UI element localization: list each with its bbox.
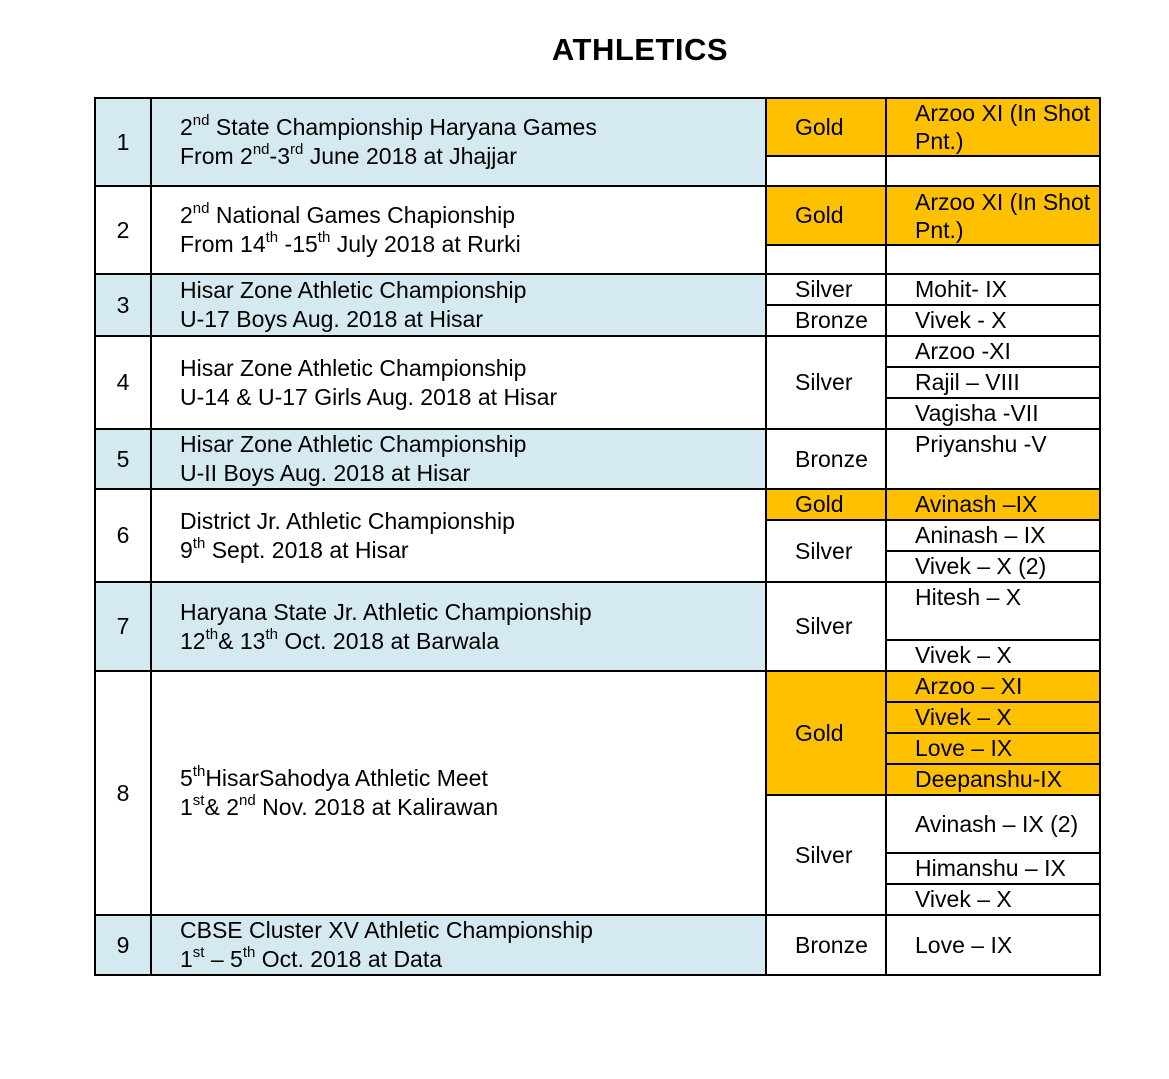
event-title: Hisar Zone Athletic Championship <box>180 277 527 303</box>
serial-number: 4 <box>95 336 151 429</box>
table-row <box>95 274 1100 305</box>
event-cell <box>151 582 766 671</box>
athlete-cell: Vivek – X <box>886 640 1100 671</box>
athlete-cell: Avinash – IX (2) <box>886 795 1100 853</box>
serial-number: 9 <box>95 915 151 975</box>
event-details: From 2nd-3rd June 2018 at Jhajjar <box>180 141 517 169</box>
event-details: U-14 & U-17 Girls Aug. 2018 at Hisar <box>180 383 558 410</box>
medal-cell: Silver <box>766 582 886 671</box>
event-title: 5thHisarSahodya Athletic Meet <box>180 763 488 791</box>
athlete-cell: Avinash –IX <box>886 489 1100 520</box>
athlete-cell: Aninash – IX <box>886 520 1100 551</box>
table-row <box>95 582 1100 640</box>
table-row <box>95 186 1100 245</box>
event-title: Hisar Zone Athletic Championship <box>180 431 527 457</box>
table-row <box>95 489 1100 520</box>
medal-cell <box>766 245 886 274</box>
medal-cell: Gold <box>766 186 886 245</box>
athlete-cell: Love – IX <box>886 733 1100 764</box>
serial-number: 1 <box>95 98 151 186</box>
medal-cell: Bronze <box>766 915 886 975</box>
medal-cell: Bronze <box>766 305 886 336</box>
serial-number: 6 <box>95 489 151 582</box>
serial-number: 3 <box>95 274 151 336</box>
athlete-cell: Arzoo – XI <box>886 671 1100 702</box>
table-row <box>95 671 1100 702</box>
page-title: ATHLETICS <box>551 32 729 67</box>
medal-cell: Gold <box>766 98 886 156</box>
event-title: District Jr. Athletic Championship <box>180 507 515 534</box>
athlete-cell: Vivek – X (2) <box>886 551 1100 582</box>
athlete-cell: Hitesh – X <box>886 582 1100 640</box>
event-title: 2nd State Championship Haryana Games <box>180 112 597 140</box>
athlete-cell: Deepanshu-IX <box>886 764 1100 795</box>
athletics-results-table <box>94 97 1101 976</box>
medal-cell: Silver <box>766 274 886 305</box>
event-details: From 14th -15th July 2018 at Rurki <box>180 229 521 257</box>
athlete-cell: Vivek - X <box>886 305 1100 336</box>
event-cell <box>151 98 766 186</box>
table-row <box>95 98 1100 156</box>
event-cell <box>151 429 766 489</box>
medal-cell: Gold <box>766 671 886 795</box>
table-row <box>95 336 1100 367</box>
medal-cell: Silver <box>766 795 886 915</box>
athlete-cell: Himanshu – IX <box>886 853 1100 884</box>
event-title: 2nd National Games Chapionship <box>180 200 516 228</box>
medal-cell: Silver <box>766 336 886 429</box>
athlete-cell: Love – IX <box>886 915 1100 975</box>
event-cell <box>151 671 766 915</box>
serial-number: 5 <box>95 429 151 489</box>
table-row <box>95 915 1100 975</box>
event-details: 9th Sept. 2018 at Hisar <box>180 534 409 563</box>
event-details: 1st& 2nd Nov. 2018 at Kalirawan <box>180 792 499 820</box>
athlete-cell <box>886 156 1100 186</box>
serial-number: 8 <box>95 671 151 915</box>
athlete-cell: Arzoo XI (In Shot Pnt.) <box>886 98 1100 156</box>
event-cell <box>151 489 766 582</box>
medal-cell: Silver <box>766 520 886 582</box>
medal-cell: Gold <box>766 489 886 520</box>
event-cell <box>151 186 766 274</box>
athlete-cell: Arzoo -XI <box>886 336 1100 367</box>
athlete-cell <box>886 245 1100 274</box>
table-row <box>95 429 1100 489</box>
event-cell <box>151 336 766 429</box>
serial-number: 2 <box>95 186 151 274</box>
athlete-cell: Mohit- IX <box>886 274 1100 305</box>
event-title: Hisar Zone Athletic Championship <box>180 354 527 381</box>
medal-cell <box>766 156 886 186</box>
athlete-cell: Vagisha -VII <box>886 398 1100 429</box>
event-cell <box>151 274 766 336</box>
medal-cell: Bronze <box>766 429 886 489</box>
event-title: Haryana State Jr. Athletic Championship <box>180 598 592 625</box>
serial-number: 7 <box>95 582 151 671</box>
event-title: CBSE Cluster XV Athletic Championship <box>180 917 593 943</box>
athlete-cell: Vivek – X <box>886 884 1100 915</box>
event-details: U-17 Boys Aug. 2018 at Hisar <box>180 306 483 332</box>
event-details: 1st – 5th Oct. 2018 at Data <box>180 944 443 972</box>
athlete-cell: Rajil – VIII <box>886 367 1100 398</box>
athlete-cell: Vivek – X <box>886 702 1100 733</box>
event-cell <box>151 915 766 975</box>
event-details: U-II Boys Aug. 2018 at Hisar <box>180 460 471 486</box>
athlete-cell: Priyanshu -V <box>886 429 1100 489</box>
event-details: 12th& 13th Oct. 2018 at Barwala <box>180 625 500 654</box>
athlete-cell: Arzoo XI (In Shot Pnt.) <box>886 186 1100 245</box>
